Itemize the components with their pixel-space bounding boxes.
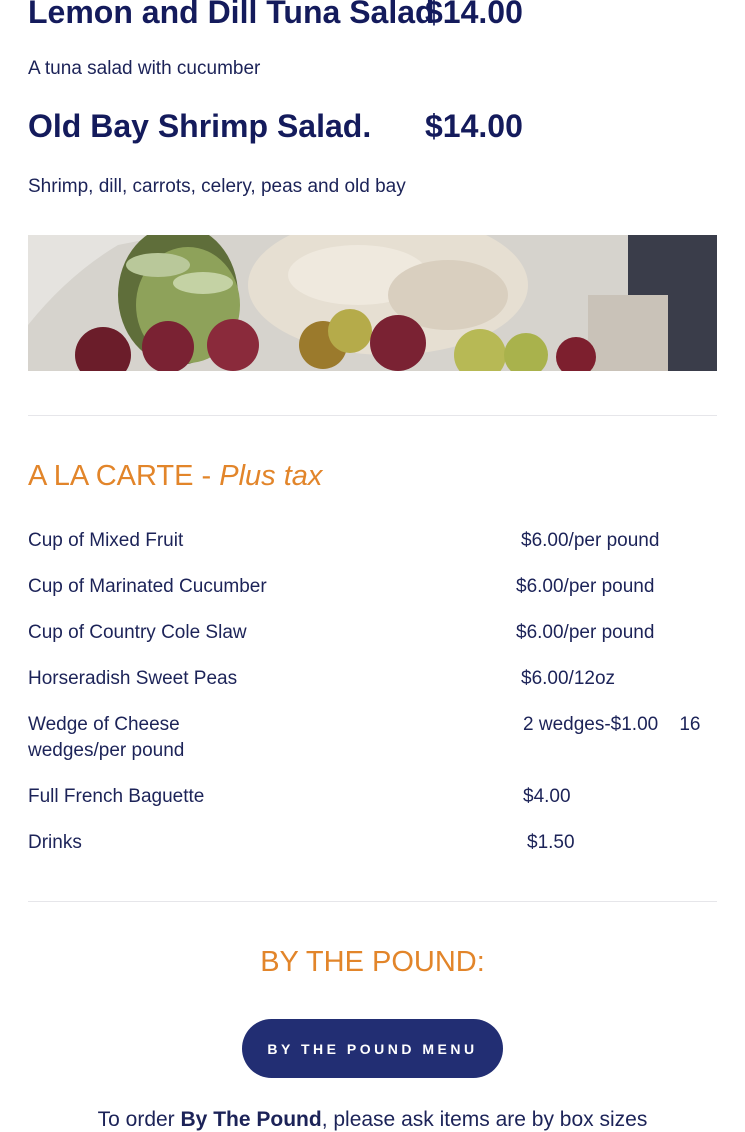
- list-item-name: Full French Baguette: [28, 786, 205, 807]
- list-item-continuation: wedges/per pound: [28, 740, 185, 761]
- list-item-name: Horseradish Sweet Peas: [28, 668, 238, 689]
- list-item-price: $1.50: [527, 832, 575, 853]
- list-item-price: $4.00: [523, 786, 571, 807]
- note-start: To order: [97, 1108, 181, 1131]
- menu-item-description: Shrimp, dill, carrots, celery, peas and old bay: [28, 176, 406, 197]
- note-end: , please ask items are by box sizes: [321, 1108, 648, 1131]
- list-item-name: Cup of Mixed Fruit: [28, 530, 184, 551]
- salad-photo: [28, 235, 717, 371]
- salad-photo-illustration: [28, 235, 717, 371]
- menu-item-name: Old Bay Shrimp Salad.: [28, 108, 372, 144]
- list-item-price: $6.00/12oz: [521, 668, 616, 689]
- note-bold: By The Pound: [180, 1108, 322, 1131]
- menu-item-description: A tuna salad with cucumber: [28, 58, 261, 79]
- list-item-name: Cup of Country Cole Slaw: [28, 622, 247, 643]
- a-la-carte-title: [28, 460, 322, 493]
- by-the-pound-title: BY THE POUND:: [260, 946, 485, 978]
- section-divider: [28, 415, 717, 416]
- list-item-price: $6.00/per pound: [516, 576, 655, 597]
- list-item-name: Cup of Marinated Cucumber: [28, 576, 267, 597]
- list-item-price: $6.00/per pound: [516, 622, 655, 643]
- list-item-name: Drinks: [28, 832, 82, 853]
- menu-item-price: $14.00: [425, 108, 523, 144]
- by-the-pound-menu-button[interactable]: BY THE POUND MENU: [242, 1019, 503, 1078]
- list-item-price: $6.00/per pound: [521, 530, 660, 551]
- menu-item-name: Lemon and Dill Tuna Salad: [28, 0, 435, 30]
- section-divider: [28, 901, 717, 902]
- a-la-carte-title-emphasis: Plus tax: [219, 460, 323, 492]
- list-item-price: 2 wedges-$1.00 16: [523, 714, 701, 735]
- menu-item-price: $14.00: [425, 0, 523, 30]
- a-la-carte-title-text: A LA CARTE -: [28, 460, 220, 492]
- by-the-pound-note: [28, 1108, 717, 1132]
- list-item-name: Wedge of Cheese: [28, 714, 180, 735]
